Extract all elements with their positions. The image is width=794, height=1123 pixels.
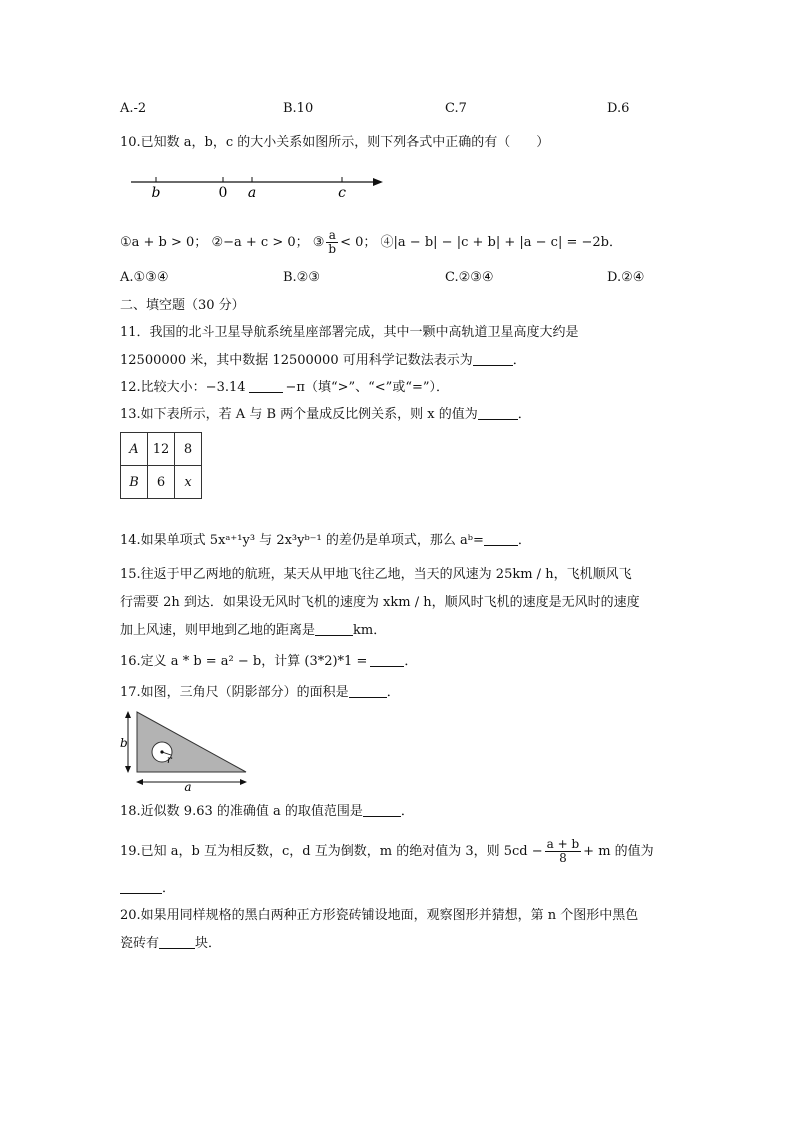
q12-prefix: 12.比较大小：−3.14 — [120, 380, 246, 395]
width-arrow-right — [240, 779, 247, 785]
q17-period: ． — [386, 685, 400, 700]
width-arrow-left — [136, 779, 143, 785]
q18-period: ． — [400, 804, 414, 819]
statement-1: ①a + b > 0； — [120, 235, 208, 250]
height-arrow-bottom — [125, 766, 131, 773]
q19-answer-line — [120, 880, 175, 898]
q14-period: ． — [517, 533, 531, 548]
q15-suffix: km． — [353, 623, 387, 638]
q15-line1: 15.往返于甲乙两地的航班，某天从甲地飞往乙地，当天的风速为 25km / h，飞机顺风飞 — [120, 567, 632, 582]
q14 — [120, 532, 531, 550]
number-line-arrow — [373, 178, 383, 186]
q19-answer-blank[interactable] — [120, 880, 162, 894]
q13-text: 13.如下表所示，若 A 与 B 两个量成反比例关系，则 x 的值为 — [120, 407, 478, 422]
q16-suffix: ． — [404, 654, 418, 669]
q9-option-a: A.-2 — [120, 101, 147, 116]
q13 — [120, 406, 531, 424]
height-arrow-top — [125, 711, 131, 718]
q19-prefix: 19.已知 a，b 互为相反数，c，d 互为倒数，m 的绝对值为 3，则 5cd − — [120, 844, 543, 859]
q15-answer-blank[interactable] — [315, 622, 353, 636]
fraction-numerator: a — [326, 229, 338, 243]
q19-period: ． — [162, 881, 176, 896]
label-r: r — [167, 755, 172, 766]
q19-fraction — [545, 838, 582, 865]
triangle-shape — [137, 712, 246, 772]
q10-option-b: B.②③ — [283, 270, 320, 285]
fraction-denominator: 8 — [559, 851, 567, 865]
q13-answer-blank[interactable] — [478, 406, 518, 420]
q20-line2 — [120, 935, 221, 953]
q17 — [120, 684, 400, 702]
q20-line1: 20.如果用同样规格的黑白两种正方形瓷砖铺设地面，观察图形并猜想，第 n 个图形中黑色 — [120, 908, 639, 923]
label-c: c — [338, 185, 346, 201]
q9-option-b: B.10 — [283, 101, 314, 116]
q12 — [120, 379, 449, 397]
label-b: b — [151, 185, 161, 201]
q18 — [120, 803, 414, 821]
q9-option-c: C.7 — [445, 101, 467, 116]
q18-text: 18.近似数 9.63 的准确值 a 的取值范围是 — [120, 804, 363, 819]
statement-3-suffix: < 0； — [340, 235, 377, 250]
table-cell: 12 — [148, 433, 175, 466]
q10-stem: 10.已知数 a，b，c 的大小关系如图所示，则下列各式中正确的有（ ） — [120, 135, 550, 150]
q20-prefix: 瓷砖有 — [120, 936, 160, 951]
q19 — [120, 838, 654, 865]
section-heading: 二、填空题（30 分） — [120, 298, 245, 313]
q15-line3 — [120, 622, 386, 640]
q17-text: 17.如图，三角尺（阴影部分）的面积是 — [120, 685, 349, 700]
fraction-denominator: b — [328, 242, 337, 256]
q10-statements — [120, 229, 622, 256]
q10-option-a: A.①③④ — [120, 270, 169, 285]
table-cell: x — [175, 466, 202, 499]
q16-answer-blank[interactable] — [370, 653, 404, 667]
label-b: b — [120, 736, 128, 750]
table-row — [121, 466, 202, 499]
q19-suffix: + m 的值为 — [583, 844, 654, 859]
q11-line1: 11．我国的北斗卫星导航系统星座部署完成，其中一颗中高轨道卫星高度大约是 — [120, 325, 579, 340]
fraction-numerator: a + b — [546, 837, 580, 851]
q14-text: 14.如果单项式 5xᵃ⁺¹y³ 与 2x³yᵇ⁻¹ 的差仍是单项式，那么 aᵇ= — [120, 533, 484, 548]
q11-line2 — [120, 352, 526, 370]
q12-suffix: −π（填“>”、“<”或“=”）． — [285, 380, 450, 395]
statement-4: ④|a − b| − |c + b| + |a − c| = −2b． — [380, 235, 622, 250]
q12-answer-blank[interactable] — [249, 379, 283, 393]
table-cell: 6 — [148, 466, 175, 499]
number-line-figure — [125, 170, 395, 202]
statement-3-prefix: ③ — [312, 235, 325, 250]
label-a: a — [184, 780, 192, 794]
q16-prefix: 16.定义 a * b = a² − b，计算 (3*2)*1 = — [120, 654, 368, 669]
q13-period: ． — [517, 407, 531, 422]
q16 — [120, 653, 417, 671]
q10-option-d: D.②④ — [607, 270, 645, 285]
q18-answer-blank[interactable] — [363, 803, 401, 817]
q17-answer-blank[interactable] — [349, 684, 387, 698]
q11-text: 12500000 米，其中数据 12500000 可用科学记数法表示为 — [120, 353, 473, 368]
table-cell: 8 — [175, 433, 202, 466]
q15-prefix: 加上风速，则甲地到乙地的距离是 — [120, 623, 316, 638]
triangle-ruler-figure — [118, 708, 254, 794]
q14-answer-blank[interactable] — [484, 532, 518, 546]
table-row — [121, 433, 202, 466]
statement-3 — [312, 228, 381, 256]
label-0: 0 — [218, 185, 228, 201]
statement-3-fraction — [326, 229, 338, 256]
q11-answer-blank[interactable] — [473, 352, 513, 366]
q20-answer-blank[interactable] — [159, 935, 195, 949]
q13-table — [120, 432, 202, 499]
q9-option-d: D.6 — [607, 101, 630, 116]
q15-line2: 行需要 2h 到达．如果设无风时飞机的速度为 xkm / h，顺风时飞机的速度是无风时的速度 — [120, 595, 640, 610]
q10-option-c: C.②③④ — [445, 270, 494, 285]
table-cell: A — [121, 433, 148, 466]
label-a: a — [247, 185, 257, 201]
q20-suffix: 块． — [195, 936, 222, 951]
table-cell: B — [121, 466, 148, 499]
statement-2: ②−a + c > 0； — [211, 235, 309, 250]
q11-period: ． — [512, 353, 526, 368]
